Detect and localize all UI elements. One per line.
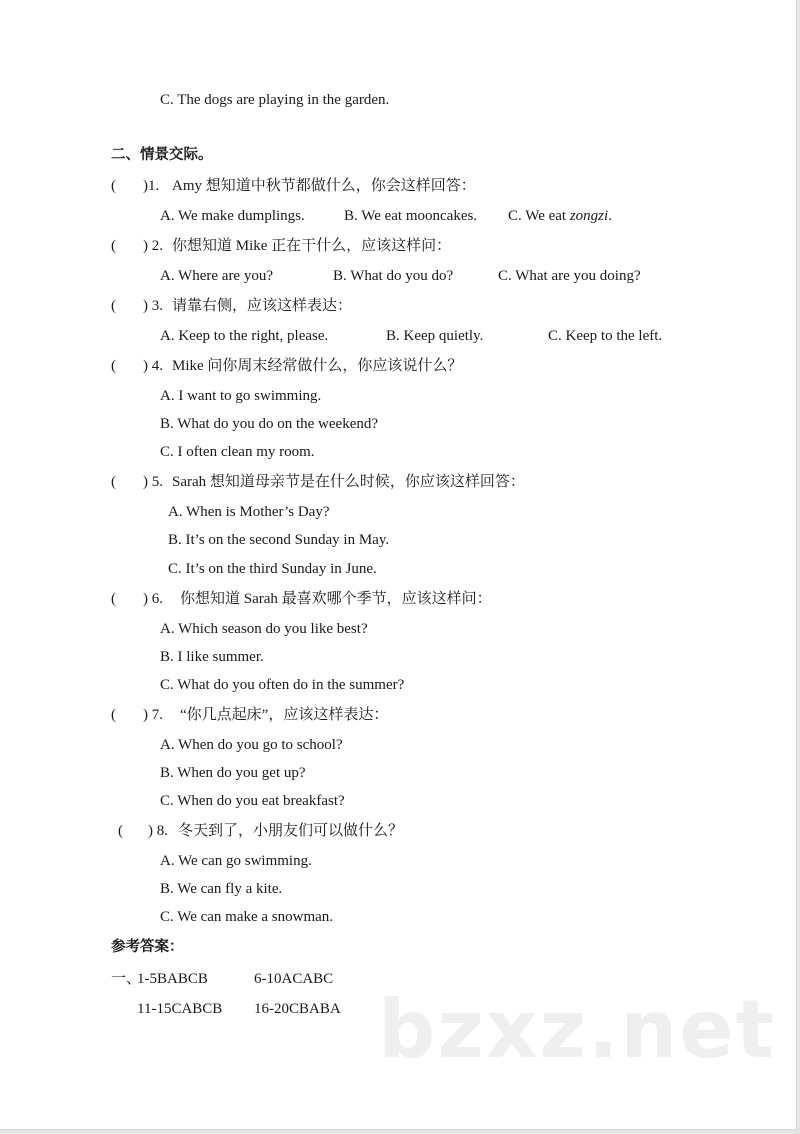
answers-section-prefix: 一、 xyxy=(111,971,142,987)
answers-16-20: 16-20CBABA xyxy=(254,1001,341,1017)
option-b: B. What do you do? xyxy=(333,268,454,284)
answer-blank[interactable]: ( xyxy=(118,823,123,839)
question-prompt: 请靠右侧，应该这样表达： xyxy=(172,298,353,314)
option-a: A. Keep to the right, please. xyxy=(160,328,329,344)
answer-blank[interactable]: ( xyxy=(111,298,116,314)
option-b: B. What do you do on the weekend? xyxy=(160,416,379,432)
question-number: ) 8. xyxy=(148,823,168,839)
question-number: ) 6. xyxy=(143,591,163,607)
answer-blank[interactable]: ( xyxy=(111,707,116,723)
option-b: B. We eat mooncakes. xyxy=(344,208,478,224)
question-prompt: 冬天到了，小朋友们可以做什么？ xyxy=(178,823,404,839)
option-a: A. Which season do you like best? xyxy=(160,621,368,637)
option-a: A. When is Mother’s Day? xyxy=(168,504,330,520)
option-c: C. What are you doing? xyxy=(498,268,641,284)
option-b: B. When do you get up? xyxy=(160,765,306,781)
answers-1-5: 1-5BABCB xyxy=(137,971,208,987)
option-c xyxy=(508,206,612,226)
option-b: B. I like summer. xyxy=(160,649,264,665)
option-c: C. It’s on the third Sunday in June. xyxy=(168,561,377,577)
question-prompt: Mike 问你周末经常做什么，你应该说什么？ xyxy=(172,358,463,374)
watermark: bzxz.net xyxy=(378,983,776,1076)
question-number: ) 7. xyxy=(143,707,163,723)
question-prompt: Amy 想知道中秋节都做什么，你会这样回答： xyxy=(172,178,476,194)
option-c-italic: zongzi xyxy=(569,208,609,224)
question-number: ) 2. xyxy=(143,238,163,254)
option-c: C. When do you eat breakfast? xyxy=(160,793,345,809)
answer-blank[interactable]: ( xyxy=(111,474,116,490)
option-c-text: C. We eat xyxy=(508,208,570,224)
prev-question-option-c: C. The dogs are playing in the garden. xyxy=(160,92,390,108)
option-a: A. Where are you? xyxy=(160,268,273,284)
question-number: ) 3. xyxy=(143,298,163,314)
option-a: A. When do you go to school? xyxy=(160,737,343,753)
option-c: C. I often clean my room. xyxy=(160,444,315,460)
option-b: B. We can fly a kite. xyxy=(160,881,283,897)
option-c: C. We can make a snowman. xyxy=(160,909,334,925)
answers-11-15: 11-15CABCB xyxy=(137,1001,223,1017)
answer-blank[interactable]: ( xyxy=(111,238,116,254)
question-number: )1. xyxy=(143,178,160,194)
question-prompt: Sarah 想知道母亲节是在什么时候，你应该这样回答： xyxy=(172,474,525,490)
question-prompt: “你几点起床”，应该这样表达： xyxy=(180,707,389,723)
answer-blank[interactable]: ( xyxy=(111,358,116,374)
answers-heading: 参考答案： xyxy=(111,939,184,955)
section-heading: 二、情景交际。 xyxy=(111,147,213,163)
option-a: A. We make dumplings. xyxy=(160,208,305,224)
answers-6-10: 6-10ACABC xyxy=(254,971,334,987)
option-c-period: . xyxy=(608,208,612,224)
option-a: A. I want to go swimming. xyxy=(160,388,322,404)
question-number: ) 4. xyxy=(143,358,163,374)
question-prompt: 你想知道 Sarah 最喜欢哪个季节，应该这样问： xyxy=(180,591,492,607)
option-c: C. Keep to the left. xyxy=(548,328,663,344)
option-a: A. We can go swimming. xyxy=(160,853,312,869)
option-b: B. Keep quietly. xyxy=(386,328,484,344)
question-number: ) 5. xyxy=(143,474,163,490)
answer-blank[interactable]: ( xyxy=(111,178,116,194)
option-c: C. What do you often do in the summer? xyxy=(160,677,405,693)
question-prompt: 你想知道 Mike 正在干什么，应该这样问： xyxy=(172,238,452,254)
option-b: B. It’s on the second Sunday in May. xyxy=(168,532,390,548)
answer-blank[interactable]: ( xyxy=(111,591,116,607)
